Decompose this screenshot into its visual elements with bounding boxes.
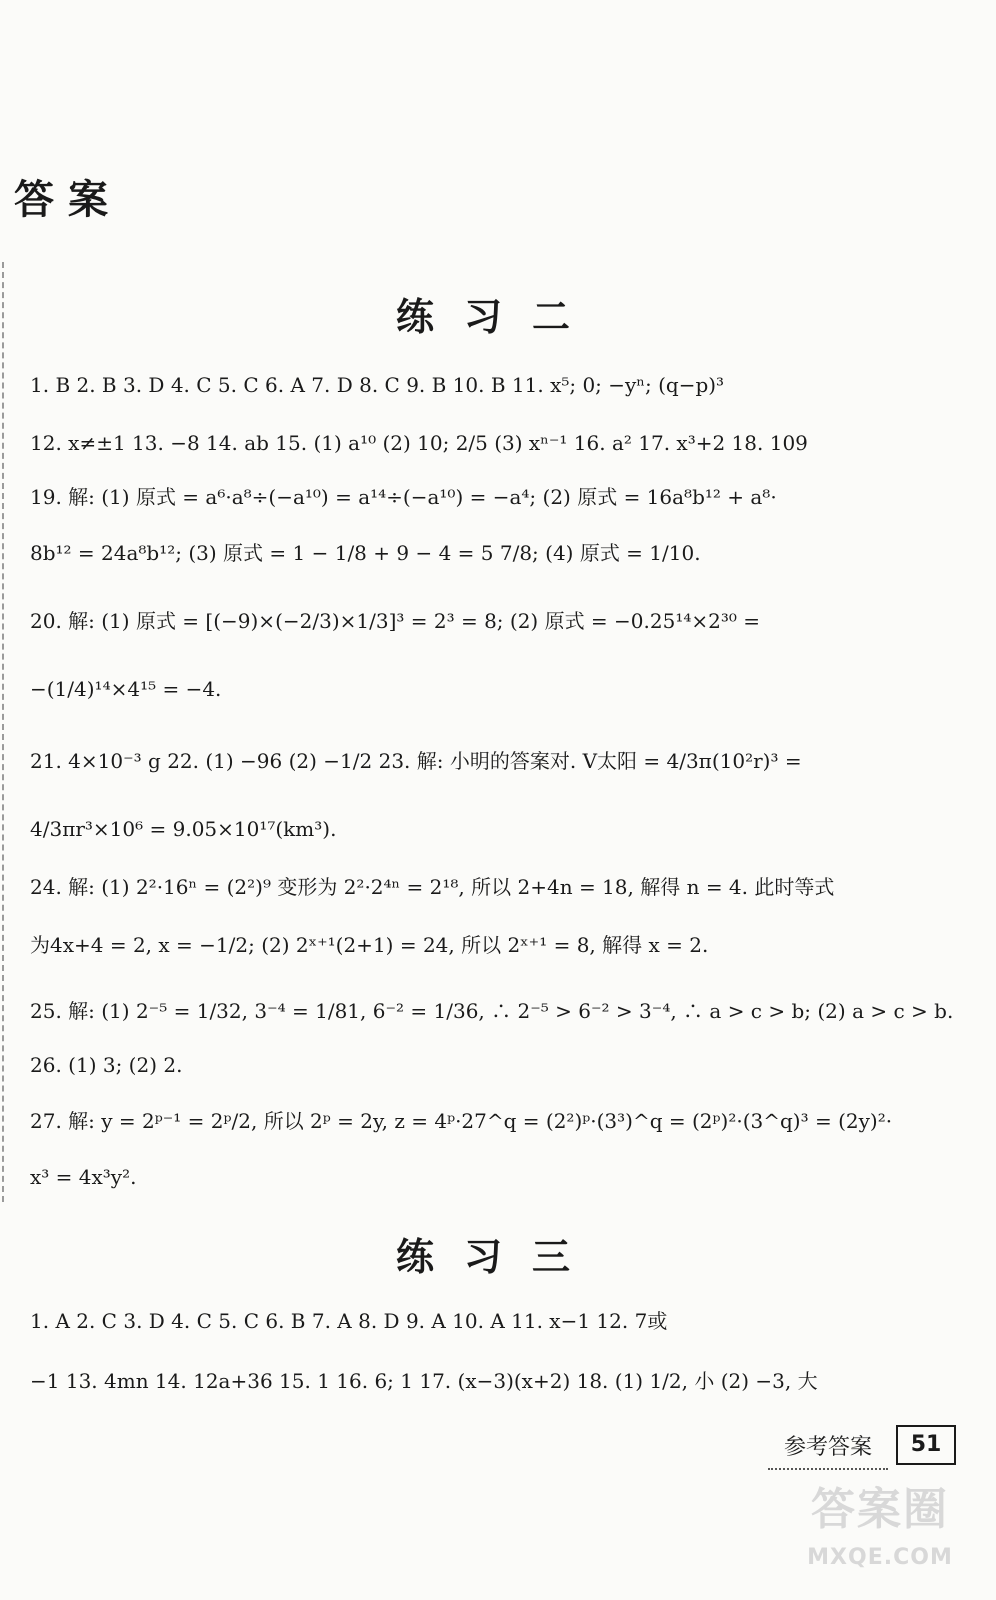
answer-line: x³ = 4x³y². bbox=[30, 1165, 137, 1189]
answer-line: 为4x+4 = 2, x = −1/2; (2) 2ˣ⁺¹(2+1) = 24, 所以 2ˣ⁺¹ = 8, 解得 x = 2. bbox=[30, 933, 709, 957]
page-number: 51 bbox=[896, 1425, 956, 1465]
watermark-logo bbox=[780, 1480, 980, 1590]
watermark-url: MXQE.COM bbox=[807, 1545, 953, 1570]
answer-line: 8b¹² = 24a⁸b¹²; (3) 原式 = 1 − 1/8 + 9 − 4 = 5 7/8; (4) 原式 = 1/10. bbox=[30, 541, 701, 565]
answer-line: 21. 4×10⁻³ g 22. (1) −96 (2) −1/2 23. 解: 小明的答案对. V太阳 = 4/3π(10²r)³ = bbox=[30, 749, 802, 773]
answer-line: 1. A 2. C 3. D 4. C 5. C 6. B 7. A 8. D 9. A 10. A 11. x−1 12. 7或 bbox=[30, 1309, 668, 1333]
watermark-text: 答案圈 bbox=[811, 1484, 949, 1535]
page-heading: 答案 bbox=[14, 177, 122, 223]
answer-line: 27. 解: y = 2ᵖ⁻¹ = 2ᵖ/2, 所以 2ᵖ = 2y, z = 4ᵖ·27^q = (2²)ᵖ·(3³)^q = (2ᵖ)²·(3^q)³ = (2y)²· bbox=[30, 1109, 893, 1133]
answer-line: 25. 解: (1) 2⁻⁵ = 1/32, 3⁻⁴ = 1/81, 6⁻² = 1/36, ∴ 2⁻⁵ > 6⁻² > 3⁻⁴, ∴ a > c > b; (2) a > c > b. bbox=[30, 999, 954, 1023]
answer-line: 20. 解: (1) 原式 = [(−9)×(−2/3)×1/3]³ = 2³ = 8; (2) 原式 = −0.25¹⁴×2³⁰ = bbox=[30, 609, 761, 633]
section-title-practice-3: 练习三 bbox=[395, 1235, 600, 1279]
answer-line: 12. x≠±1 13. −8 14. ab 15. (1) a¹⁰ (2) 10; 2/5 (3) xⁿ⁻¹ 16. a² 17. x³+2 18. 109 bbox=[30, 431, 808, 455]
answer-line: −(1/4)¹⁴×4¹⁵ = −4. bbox=[30, 677, 222, 701]
answer-line: 24. 解: (1) 2²·16ⁿ = (2²)⁹ 变形为 2²·2⁴ⁿ = 2¹⁸, 所以 2+4n = 18, 解得 n = 4. 此时等式 bbox=[30, 875, 835, 899]
footer-rule bbox=[768, 1468, 888, 1470]
answer-line: 4/3πr³×10⁶ = 9.05×10¹⁷(km³). bbox=[30, 817, 337, 841]
section-title-practice-2: 练习二 bbox=[395, 295, 600, 339]
answer-line: 19. 解: (1) 原式 = a⁶·a⁸÷(−a¹⁰) = a¹⁴÷(−a¹⁰) = −a⁴; (2) 原式 = 16a⁸b¹² + a⁸· bbox=[30, 485, 777, 509]
answer-line: 1. B 2. B 3. D 4. C 5. C 6. A 7. D 8. C 9. B 10. B 11. x⁵; 0; −yⁿ; (q−p)³ bbox=[30, 373, 725, 397]
answer-line: −1 13. 4mn 14. 12a+36 15. 1 16. 6; 1 17. (x−3)(x+2) 18. (1) 1/2, 小 (2) −3, 大 bbox=[30, 1369, 818, 1393]
footer-label: 参考答案 bbox=[784, 1435, 873, 1460]
binding-edge bbox=[2, 262, 4, 1202]
answer-line: 26. (1) 3; (2) 2. bbox=[30, 1053, 183, 1077]
